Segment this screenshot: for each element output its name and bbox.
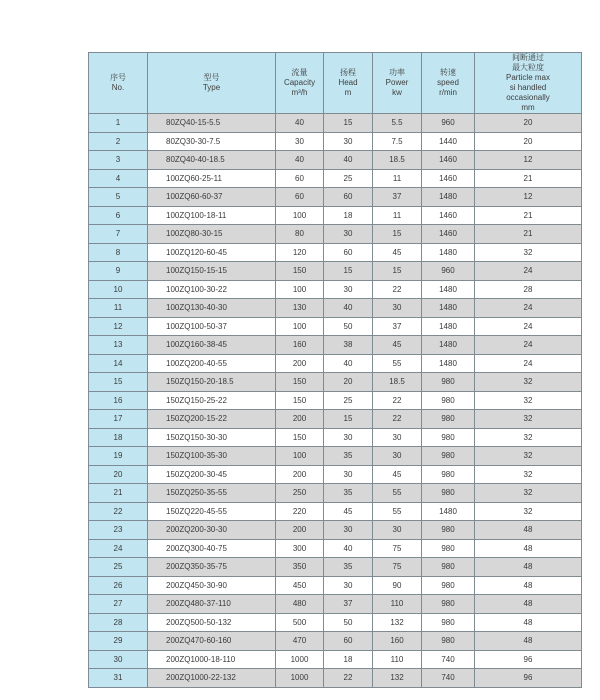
- cell-power: 55: [373, 502, 422, 521]
- table-row: [89, 188, 582, 207]
- cell-type: 100ZQ100-18-11: [148, 206, 276, 225]
- cell-head: 60: [324, 632, 373, 651]
- cell-no: 2: [89, 132, 148, 151]
- cell-speed: 980: [422, 521, 475, 540]
- cell-capacity: 130: [276, 299, 324, 318]
- cell-particle: 21: [475, 169, 582, 188]
- cell-particle: 21: [475, 225, 582, 244]
- cell-head: 50: [324, 613, 373, 632]
- cell-particle: 24: [475, 299, 582, 318]
- cell-power: 132: [373, 613, 422, 632]
- cell-power: 5.5: [373, 114, 422, 133]
- table-row: [89, 669, 582, 688]
- table-row: [89, 373, 582, 392]
- header-particle-cn-2: 最大粒度: [512, 63, 544, 72]
- cell-no: 15: [89, 373, 148, 392]
- cell-speed: 1480: [422, 502, 475, 521]
- cell-no: 12: [89, 317, 148, 336]
- table-row: [89, 114, 582, 133]
- cell-head: 40: [324, 539, 373, 558]
- table-row: [89, 280, 582, 299]
- table-row: [89, 354, 582, 373]
- cell-type: 200ZQ350-35-75: [148, 558, 276, 577]
- cell-head: 18: [324, 206, 373, 225]
- cell-head: 25: [324, 169, 373, 188]
- cell-capacity: 100: [276, 447, 324, 466]
- cell-no: 21: [89, 484, 148, 503]
- table-row: [89, 151, 582, 170]
- cell-type: 100ZQ200-40-55: [148, 354, 276, 373]
- cell-capacity: 160: [276, 336, 324, 355]
- cell-no: 22: [89, 502, 148, 521]
- cell-capacity: 500: [276, 613, 324, 632]
- header-no: [89, 53, 148, 114]
- table-header: [89, 53, 582, 114]
- cell-power: 110: [373, 595, 422, 614]
- cell-power: 45: [373, 465, 422, 484]
- header-no-cn: 序号: [110, 73, 126, 82]
- table-row: [89, 632, 582, 651]
- table-row: [89, 539, 582, 558]
- cell-particle: 32: [475, 373, 582, 392]
- cell-speed: 960: [422, 262, 475, 281]
- cell-speed: 740: [422, 669, 475, 688]
- cell-type: 150ZQ150-25-22: [148, 391, 276, 410]
- cell-no: 9: [89, 262, 148, 281]
- table-row: [89, 391, 582, 410]
- cell-type: 150ZQ150-30-30: [148, 428, 276, 447]
- table-row: [89, 613, 582, 632]
- cell-speed: 980: [422, 576, 475, 595]
- cell-particle: 96: [475, 650, 582, 669]
- cell-particle: 32: [475, 502, 582, 521]
- header-capacity: [276, 53, 324, 114]
- cell-power: 132: [373, 669, 422, 688]
- cell-speed: 1460: [422, 151, 475, 170]
- cell-speed: 740: [422, 650, 475, 669]
- cell-capacity: 80: [276, 225, 324, 244]
- cell-particle: 21: [475, 206, 582, 225]
- cell-type: 100ZQ80-30-15: [148, 225, 276, 244]
- cell-capacity: 150: [276, 391, 324, 410]
- cell-power: 55: [373, 354, 422, 373]
- table-row: [89, 502, 582, 521]
- cell-capacity: 470: [276, 632, 324, 651]
- cell-power: 30: [373, 299, 422, 318]
- cell-capacity: 150: [276, 373, 324, 392]
- cell-type: 200ZQ1000-22-132: [148, 669, 276, 688]
- cell-type: 100ZQ100-30-22: [148, 280, 276, 299]
- cell-no: 31: [89, 669, 148, 688]
- cell-type: 150ZQ200-15-22: [148, 410, 276, 429]
- cell-power: 37: [373, 317, 422, 336]
- cell-type: 100ZQ160-38-45: [148, 336, 276, 355]
- header-capacity-en: Capacity: [283, 78, 316, 87]
- cell-power: 90: [373, 576, 422, 595]
- cell-head: 30: [324, 428, 373, 447]
- cell-type: 100ZQ100-50-37: [148, 317, 276, 336]
- cell-particle: 20: [475, 114, 582, 133]
- cell-no: 29: [89, 632, 148, 651]
- cell-head: 30: [324, 521, 373, 540]
- cell-speed: 1480: [422, 188, 475, 207]
- cell-capacity: 1000: [276, 669, 324, 688]
- cell-speed: 1480: [422, 280, 475, 299]
- cell-head: 30: [324, 280, 373, 299]
- table-row: [89, 576, 582, 595]
- header-particle-en-2: si handled: [509, 83, 547, 92]
- header-speed-en: speed: [437, 78, 459, 87]
- cell-no: 14: [89, 354, 148, 373]
- cell-speed: 1480: [422, 299, 475, 318]
- header-capacity-cn: 流量: [291, 68, 308, 77]
- cell-power: 11: [373, 169, 422, 188]
- table-row: [89, 206, 582, 225]
- cell-speed: 1480: [422, 354, 475, 373]
- cell-type: 150ZQ150-20-18.5: [148, 373, 276, 392]
- cell-speed: 980: [422, 373, 475, 392]
- table-row: [89, 410, 582, 429]
- cell-speed: 1460: [422, 169, 475, 188]
- cell-speed: 1440: [422, 132, 475, 151]
- cell-particle: 48: [475, 595, 582, 614]
- cell-no: 1: [89, 114, 148, 133]
- cell-no: 20: [89, 465, 148, 484]
- cell-particle: 24: [475, 262, 582, 281]
- cell-speed: 980: [422, 632, 475, 651]
- header-power-unit: kw: [392, 88, 402, 97]
- table-row: [89, 243, 582, 262]
- cell-no: 7: [89, 225, 148, 244]
- header-type-cn: 型号: [203, 73, 220, 82]
- cell-head: 30: [324, 576, 373, 595]
- cell-power: 75: [373, 539, 422, 558]
- cell-speed: 980: [422, 447, 475, 466]
- header-head: [324, 53, 373, 114]
- cell-no: 8: [89, 243, 148, 262]
- cell-no: 5: [89, 188, 148, 207]
- cell-head: 20: [324, 373, 373, 392]
- cell-head: 35: [324, 447, 373, 466]
- cell-head: 60: [324, 243, 373, 262]
- table-row: [89, 132, 582, 151]
- cell-speed: 980: [422, 391, 475, 410]
- cell-capacity: 1000: [276, 650, 324, 669]
- cell-type: 100ZQ120-60-45: [148, 243, 276, 262]
- cell-capacity: 150: [276, 428, 324, 447]
- cell-type: 200ZQ300-40-75: [148, 539, 276, 558]
- cell-capacity: 120: [276, 243, 324, 262]
- header-head-cn: 扬程: [340, 68, 356, 77]
- cell-no: 24: [89, 539, 148, 558]
- table-row: [89, 521, 582, 540]
- cell-speed: 980: [422, 613, 475, 632]
- cell-speed: 1480: [422, 317, 475, 336]
- cell-particle: 48: [475, 632, 582, 651]
- cell-power: 15: [373, 262, 422, 281]
- table-row: [89, 299, 582, 318]
- cell-speed: 960: [422, 114, 475, 133]
- cell-head: 15: [324, 114, 373, 133]
- table-row: [89, 225, 582, 244]
- cell-no: 23: [89, 521, 148, 540]
- cell-capacity: 200: [276, 465, 324, 484]
- cell-particle: 24: [475, 354, 582, 373]
- header-particle: [475, 53, 582, 114]
- cell-speed: 1460: [422, 225, 475, 244]
- cell-particle: 20: [475, 132, 582, 151]
- cell-head: 30: [324, 465, 373, 484]
- header-particle-unit: mm: [521, 103, 535, 112]
- cell-type: 150ZQ250-35-55: [148, 484, 276, 503]
- table-row: [89, 558, 582, 577]
- cell-particle: 24: [475, 317, 582, 336]
- cell-speed: 1460: [422, 206, 475, 225]
- cell-particle: 48: [475, 539, 582, 558]
- cell-capacity: 30: [276, 132, 324, 151]
- cell-power: 18.5: [373, 373, 422, 392]
- cell-head: 15: [324, 410, 373, 429]
- cell-type: 100ZQ60-25-11: [148, 169, 276, 188]
- cell-particle: 48: [475, 558, 582, 577]
- cell-power: 22: [373, 280, 422, 299]
- cell-power: 30: [373, 521, 422, 540]
- header-power-en: Power: [385, 78, 409, 87]
- cell-particle: 32: [475, 410, 582, 429]
- cell-particle: 12: [475, 151, 582, 170]
- table-row: [89, 465, 582, 484]
- cell-head: 38: [324, 336, 373, 355]
- header-type-en: Type: [202, 83, 221, 92]
- cell-speed: 980: [422, 428, 475, 447]
- cell-capacity: 220: [276, 502, 324, 521]
- cell-power: 30: [373, 428, 422, 447]
- header-head-unit: m: [344, 88, 352, 97]
- cell-speed: 1480: [422, 243, 475, 262]
- cell-no: 3: [89, 151, 148, 170]
- cell-head: 40: [324, 354, 373, 373]
- cell-head: 18: [324, 650, 373, 669]
- table-row: [89, 336, 582, 355]
- cell-capacity: 350: [276, 558, 324, 577]
- header-particle-en-3: occasionally: [506, 93, 550, 102]
- cell-type: 100ZQ150-15-15: [148, 262, 276, 281]
- cell-power: 160: [373, 632, 422, 651]
- cell-capacity: 200: [276, 521, 324, 540]
- cell-head: 50: [324, 317, 373, 336]
- header-power-cn: 功率: [389, 68, 405, 77]
- pump-spec-table: [88, 52, 582, 688]
- cell-particle: 24: [475, 336, 582, 355]
- header-head-en: Head: [338, 78, 358, 87]
- cell-type: 150ZQ200-30-45: [148, 465, 276, 484]
- cell-no: 28: [89, 613, 148, 632]
- table-row: [89, 262, 582, 281]
- cell-type: 200ZQ470-60-160: [148, 632, 276, 651]
- table-body: [89, 114, 582, 688]
- cell-particle: 48: [475, 521, 582, 540]
- header-type: [148, 53, 276, 114]
- cell-capacity: 200: [276, 410, 324, 429]
- header-speed: [422, 53, 475, 114]
- cell-particle: 32: [475, 484, 582, 503]
- cell-power: 45: [373, 336, 422, 355]
- cell-capacity: 40: [276, 151, 324, 170]
- cell-head: 35: [324, 484, 373, 503]
- cell-type: 200ZQ500-50-132: [148, 613, 276, 632]
- cell-power: 15: [373, 225, 422, 244]
- header-power: [373, 53, 422, 114]
- cell-speed: 980: [422, 539, 475, 558]
- cell-type: 200ZQ480-37-110: [148, 595, 276, 614]
- cell-type: 80ZQ30-30-7.5: [148, 132, 276, 151]
- header-speed-unit: r/min: [439, 88, 457, 97]
- cell-type: 200ZQ200-30-30: [148, 521, 276, 540]
- cell-capacity: 300: [276, 539, 324, 558]
- cell-speed: 980: [422, 410, 475, 429]
- cell-speed: 1480: [422, 336, 475, 355]
- cell-head: 15: [324, 262, 373, 281]
- cell-head: 30: [324, 132, 373, 151]
- cell-no: 4: [89, 169, 148, 188]
- cell-power: 37: [373, 188, 422, 207]
- cell-type: 150ZQ100-35-30: [148, 447, 276, 466]
- cell-head: 25: [324, 391, 373, 410]
- cell-capacity: 100: [276, 317, 324, 336]
- cell-power: 22: [373, 410, 422, 429]
- cell-capacity: 450: [276, 576, 324, 595]
- cell-no: 25: [89, 558, 148, 577]
- cell-capacity: 60: [276, 188, 324, 207]
- cell-type: 150ZQ220-45-55: [148, 502, 276, 521]
- cell-no: 13: [89, 336, 148, 355]
- cell-type: 80ZQ40-40-18.5: [148, 151, 276, 170]
- table-row: [89, 484, 582, 503]
- table-row: [89, 428, 582, 447]
- cell-particle: 12: [475, 188, 582, 207]
- cell-power: 7.5: [373, 132, 422, 151]
- cell-head: 60: [324, 188, 373, 207]
- cell-no: 6: [89, 206, 148, 225]
- cell-capacity: 60: [276, 169, 324, 188]
- cell-capacity: 480: [276, 595, 324, 614]
- cell-type: 100ZQ60-60-37: [148, 188, 276, 207]
- cell-no: 30: [89, 650, 148, 669]
- table-row: [89, 650, 582, 669]
- cell-speed: 980: [422, 465, 475, 484]
- cell-type: 100ZQ130-40-30: [148, 299, 276, 318]
- cell-particle: 32: [475, 243, 582, 262]
- cell-no: 10: [89, 280, 148, 299]
- cell-head: 40: [324, 299, 373, 318]
- cell-power: 11: [373, 206, 422, 225]
- header-no-en: No.: [111, 83, 125, 92]
- cell-power: 55: [373, 484, 422, 503]
- cell-speed: 980: [422, 558, 475, 577]
- cell-power: 22: [373, 391, 422, 410]
- cell-power: 75: [373, 558, 422, 577]
- cell-particle: 32: [475, 391, 582, 410]
- cell-head: 35: [324, 558, 373, 577]
- cell-power: 45: [373, 243, 422, 262]
- cell-no: 27: [89, 595, 148, 614]
- header-particle-en-1: Particle max: [505, 73, 550, 82]
- cell-no: 26: [89, 576, 148, 595]
- cell-particle: 32: [475, 465, 582, 484]
- cell-no: 19: [89, 447, 148, 466]
- cell-no: 11: [89, 299, 148, 318]
- cell-head: 45: [324, 502, 373, 521]
- cell-particle: 48: [475, 576, 582, 595]
- header-speed-cn: 转速: [440, 68, 456, 77]
- cell-head: 37: [324, 595, 373, 614]
- header-row: [89, 53, 582, 114]
- cell-power: 18.5: [373, 151, 422, 170]
- cell-capacity: 200: [276, 354, 324, 373]
- cell-particle: 32: [475, 428, 582, 447]
- cell-particle: 32: [475, 447, 582, 466]
- cell-no: 16: [89, 391, 148, 410]
- cell-type: 200ZQ1000-18-110: [148, 650, 276, 669]
- header-capacity-unit: m³/h: [291, 88, 308, 97]
- cell-capacity: 100: [276, 206, 324, 225]
- header-particle-cn-1: 间断通过: [512, 53, 544, 62]
- cell-no: 17: [89, 410, 148, 429]
- cell-particle: 96: [475, 669, 582, 688]
- cell-particle: 28: [475, 280, 582, 299]
- cell-particle: 48: [475, 613, 582, 632]
- cell-type: 200ZQ450-30-90: [148, 576, 276, 595]
- cell-head: 40: [324, 151, 373, 170]
- cell-capacity: 40: [276, 114, 324, 133]
- cell-head: 30: [324, 225, 373, 244]
- table-row: [89, 595, 582, 614]
- cell-speed: 980: [422, 595, 475, 614]
- cell-speed: 980: [422, 484, 475, 503]
- cell-head: 22: [324, 669, 373, 688]
- cell-power: 30: [373, 447, 422, 466]
- table-row: [89, 317, 582, 336]
- cell-no: 18: [89, 428, 148, 447]
- cell-power: 110: [373, 650, 422, 669]
- table-row: [89, 169, 582, 188]
- table-row: [89, 447, 582, 466]
- cell-capacity: 150: [276, 262, 324, 281]
- cell-capacity: 250: [276, 484, 324, 503]
- cell-type: 80ZQ40-15-5.5: [148, 114, 276, 133]
- cell-capacity: 100: [276, 280, 324, 299]
